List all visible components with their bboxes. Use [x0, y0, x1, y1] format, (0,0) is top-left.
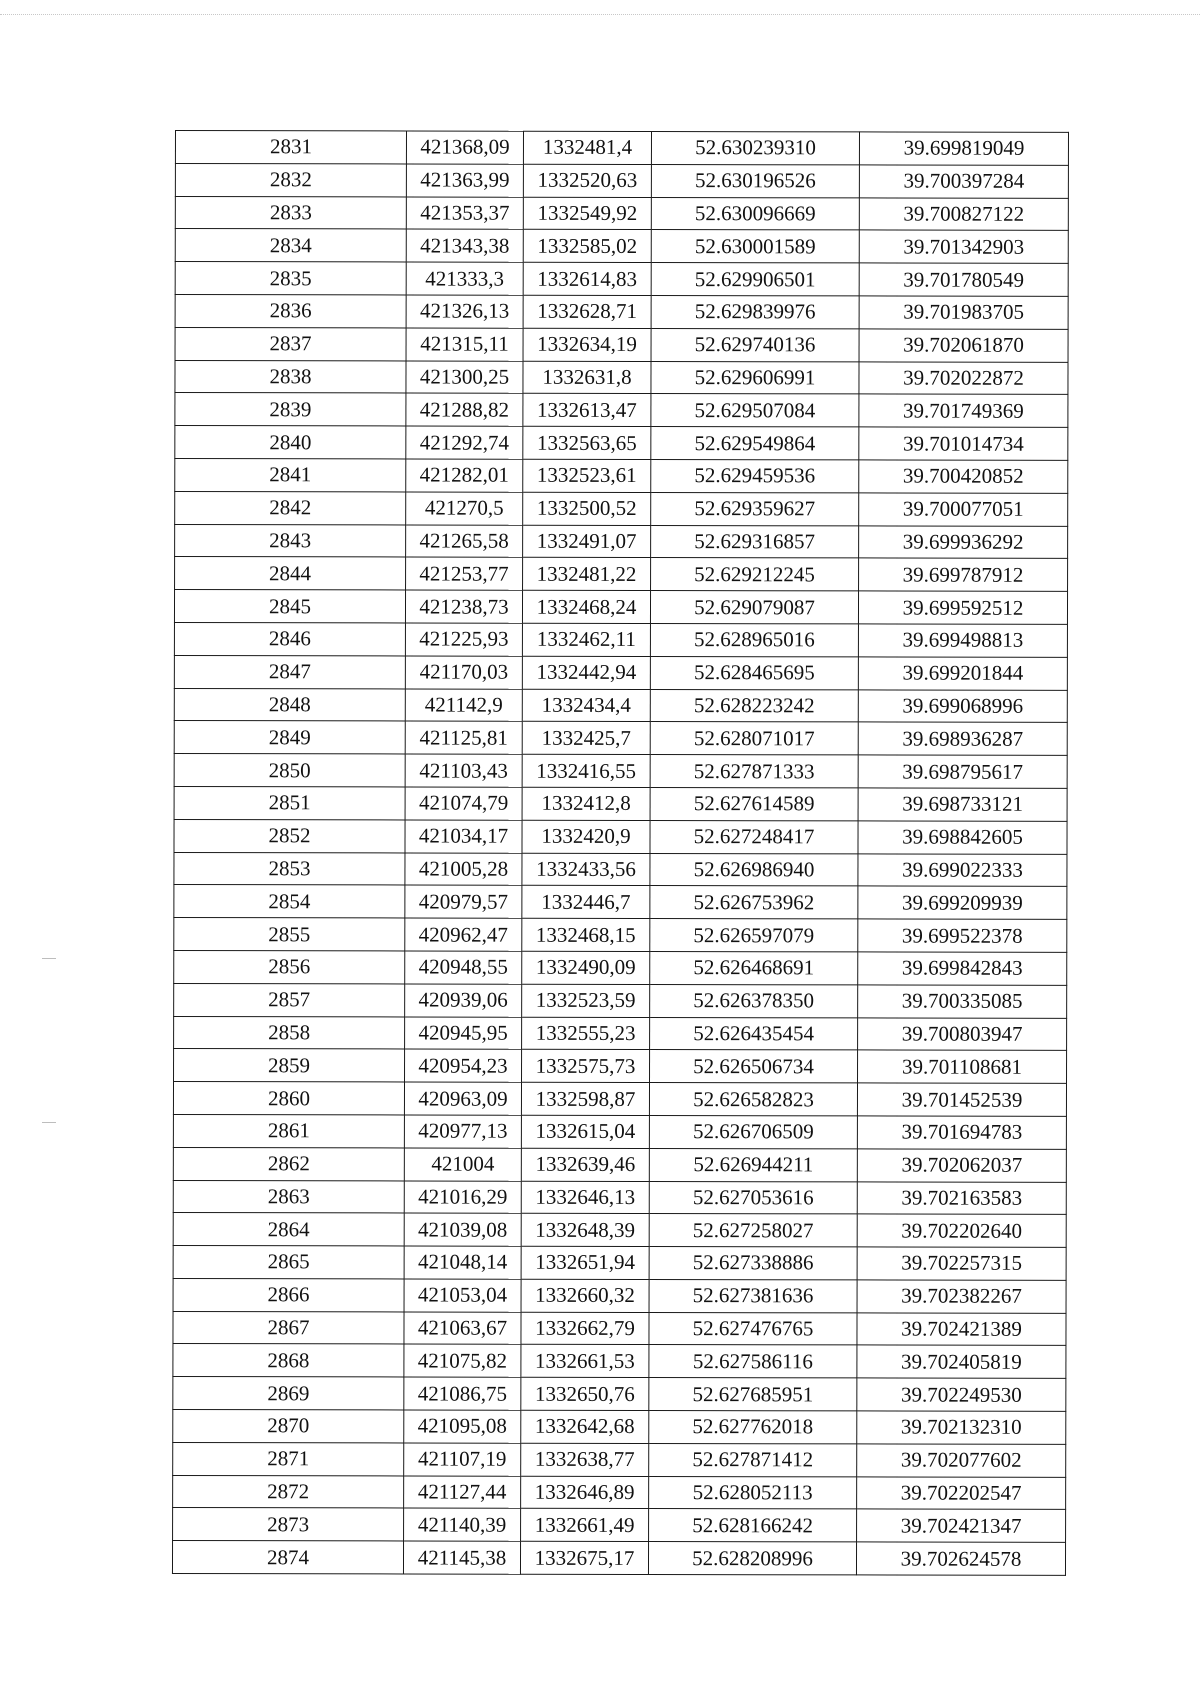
point-number-cell: 2858: [174, 1016, 405, 1049]
longitude-cell: 39.702062037: [857, 1149, 1066, 1182]
latitude-cell: 52.630096669: [651, 197, 859, 230]
latitude-cell: 52.626435454: [650, 1017, 858, 1050]
longitude-cell: 39.699936292: [859, 525, 1068, 558]
table-row: [174, 590, 1067, 625]
longitude-cell: 39.700077051: [859, 493, 1068, 526]
latitude-cell: 52.629839976: [651, 295, 859, 328]
point-number-cell: 2870: [173, 1410, 404, 1443]
table-row: [174, 786, 1067, 821]
latitude-cell: 52.629079087: [650, 591, 858, 624]
table-row: [173, 1344, 1066, 1379]
y-coordinate-cell: 1332500,52: [523, 492, 651, 525]
table-row: [174, 754, 1067, 789]
point-number-cell: 2851: [174, 786, 405, 819]
latitude-cell: 52.628052113: [649, 1476, 857, 1509]
latitude-cell: 52.630239310: [651, 131, 859, 164]
x-coordinate-cell: 420979,57: [405, 885, 522, 918]
y-coordinate-cell: 1332639,46: [521, 1148, 649, 1181]
table-row: [173, 1278, 1066, 1313]
point-number-cell: 2859: [174, 1049, 405, 1082]
latitude-cell: 52.626506734: [650, 1050, 858, 1083]
longitude-cell: 39.702061870: [859, 329, 1068, 362]
table-row: [173, 1475, 1066, 1510]
longitude-cell: 39.699819049: [859, 132, 1068, 165]
longitude-cell: 39.702249530: [857, 1378, 1066, 1411]
table-row: [175, 458, 1068, 493]
y-coordinate-cell: 1332648,39: [521, 1214, 649, 1247]
table-row: [173, 1442, 1066, 1477]
point-number-cell: 2843: [175, 524, 406, 557]
y-coordinate-cell: 1332614,83: [523, 262, 651, 295]
table-row: [174, 622, 1067, 657]
y-coordinate-cell: 1332490,09: [522, 951, 650, 984]
latitude-cell: 52.627258027: [649, 1214, 857, 1247]
x-coordinate-cell: 420945,95: [405, 1016, 522, 1049]
table-row: [175, 131, 1068, 166]
y-coordinate-cell: 1332523,61: [523, 459, 651, 492]
x-coordinate-cell: 421074,79: [405, 787, 522, 820]
point-number-cell: 2846: [174, 622, 405, 655]
table-row: [173, 1410, 1066, 1445]
y-coordinate-cell: 1332638,77: [521, 1443, 649, 1476]
longitude-cell: 39.700420852: [859, 460, 1068, 493]
table-row: [173, 1508, 1066, 1543]
y-coordinate-cell: 1332613,47: [523, 394, 651, 427]
latitude-cell: 52.630196526: [651, 164, 859, 197]
longitude-cell: 39.698795617: [858, 755, 1067, 788]
x-coordinate-cell: 421238,73: [405, 590, 522, 623]
point-number-cell: 2861: [173, 1114, 404, 1147]
longitude-cell: 39.701452539: [857, 1083, 1066, 1116]
table-row: [175, 163, 1068, 198]
x-coordinate-cell: 420939,06: [405, 984, 522, 1017]
point-number-cell: 2872: [173, 1475, 404, 1508]
point-number-cell: 2852: [174, 819, 405, 852]
x-coordinate-cell: 420962,47: [405, 918, 522, 951]
point-number-cell: 2848: [174, 688, 405, 721]
table-row: [173, 1147, 1066, 1182]
table-row: [173, 1180, 1066, 1215]
y-coordinate-cell: 1332442,94: [522, 656, 650, 689]
latitude-cell: 52.629549864: [651, 427, 859, 460]
y-coordinate-cell: 1332628,71: [523, 295, 651, 328]
x-coordinate-cell: 421288,82: [406, 393, 523, 426]
table-row: [175, 196, 1068, 231]
x-coordinate-cell: 421016,29: [404, 1180, 521, 1213]
point-number-cell: 2849: [174, 721, 405, 754]
longitude-cell: 39.702202640: [857, 1214, 1066, 1247]
point-number-cell: 2865: [173, 1246, 404, 1279]
y-coordinate-cell: 1332412,8: [522, 787, 650, 820]
y-coordinate-cell: 1332520,63: [523, 164, 651, 197]
y-coordinate-cell: 1332650,76: [521, 1378, 649, 1411]
point-number-cell: 2832: [175, 163, 406, 196]
latitude-cell: 52.626468691: [650, 951, 858, 984]
latitude-cell: 52.628208996: [648, 1542, 856, 1575]
x-coordinate-cell: 421170,03: [405, 656, 522, 689]
y-coordinate-cell: 1332646,89: [521, 1476, 649, 1509]
longitude-cell: 39.702624578: [856, 1542, 1065, 1575]
longitude-cell: 39.699498813: [858, 624, 1067, 657]
y-coordinate-cell: 1332481,22: [523, 558, 651, 591]
y-coordinate-cell: 1332420,9: [522, 820, 650, 853]
x-coordinate-cell: 420977,13: [404, 1115, 521, 1148]
latitude-cell: 52.629606991: [651, 361, 859, 394]
point-number-cell: 2835: [175, 262, 406, 295]
y-coordinate-cell: 1332661,49: [521, 1509, 649, 1542]
table-row: [173, 1114, 1066, 1149]
coordinate-table-body: [172, 131, 1068, 1576]
point-number-cell: 2831: [175, 131, 406, 164]
table-row: [174, 1049, 1067, 1084]
x-coordinate-cell: 421368,09: [406, 131, 523, 164]
latitude-cell: 52.627762018: [649, 1411, 857, 1444]
latitude-cell: 52.627614589: [650, 787, 858, 820]
table-row: [175, 327, 1068, 362]
scan-top-edge: [0, 14, 1200, 15]
point-number-cell: 2845: [174, 590, 405, 623]
x-coordinate-cell: 421039,08: [404, 1213, 521, 1246]
longitude-cell: 39.700335085: [858, 985, 1067, 1018]
y-coordinate-cell: 1332491,07: [523, 525, 651, 558]
latitude-cell: 52.627871412: [649, 1443, 857, 1476]
point-number-cell: 2853: [174, 852, 405, 885]
table-row: [174, 655, 1067, 690]
x-coordinate-cell: 421107,19: [404, 1443, 521, 1476]
x-coordinate-cell: 421343,38: [406, 229, 523, 262]
point-number-cell: 2850: [174, 754, 405, 787]
point-number-cell: 2840: [175, 426, 406, 459]
y-coordinate-cell: 1332634,19: [523, 328, 651, 361]
point-number-cell: 2868: [173, 1344, 404, 1377]
x-coordinate-cell: 421140,39: [404, 1508, 521, 1541]
point-number-cell: 2844: [175, 557, 406, 590]
longitude-cell: 39.702421389: [857, 1313, 1066, 1346]
point-number-cell: 2841: [175, 458, 406, 491]
x-coordinate-cell: 421282,01: [406, 459, 523, 492]
longitude-cell: 39.701014734: [859, 427, 1068, 460]
table-row: [174, 885, 1067, 920]
table-row: [173, 1311, 1066, 1346]
x-coordinate-cell: 421326,13: [406, 295, 523, 328]
table-row: [173, 1213, 1066, 1248]
latitude-cell: 52.626753962: [650, 886, 858, 919]
x-coordinate-cell: 421127,44: [404, 1476, 521, 1509]
y-coordinate-cell: 1332661,53: [521, 1345, 649, 1378]
longitude-cell: 39.702077602: [857, 1444, 1066, 1477]
y-coordinate-cell: 1332446,7: [522, 886, 650, 919]
latitude-cell: 52.628071017: [650, 722, 858, 755]
table-row: [175, 426, 1068, 461]
y-coordinate-cell: 1332563,65: [523, 426, 651, 459]
y-coordinate-cell: 1332598,87: [521, 1082, 649, 1115]
latitude-cell: 52.627586116: [649, 1345, 857, 1378]
x-coordinate-cell: 421103,43: [405, 754, 522, 787]
table-row: [175, 262, 1068, 297]
x-coordinate-cell: 421225,93: [405, 623, 522, 656]
latitude-cell: 52.630001589: [651, 230, 859, 263]
point-number-cell: 2863: [173, 1180, 404, 1213]
latitude-cell: 52.629212245: [651, 558, 859, 591]
y-coordinate-cell: 1332462,11: [522, 623, 650, 656]
table-row: [174, 950, 1067, 985]
x-coordinate-cell: 421300,25: [406, 361, 523, 394]
point-number-cell: 2836: [175, 294, 406, 327]
table-row: [174, 721, 1067, 756]
longitude-cell: 39.702382267: [857, 1280, 1066, 1313]
table-row: [175, 360, 1068, 395]
longitude-cell: 39.702421347: [857, 1509, 1066, 1542]
point-number-cell: 2855: [174, 918, 405, 951]
longitude-cell: 39.699022333: [858, 853, 1067, 886]
table-row: [175, 393, 1068, 428]
longitude-cell: 39.699068996: [858, 689, 1067, 722]
latitude-cell: 52.626582823: [649, 1083, 857, 1116]
longitude-cell: 39.701108681: [858, 1050, 1067, 1083]
table-row: [174, 1016, 1067, 1051]
longitude-cell: 39.702163583: [857, 1181, 1066, 1214]
point-number-cell: 2839: [175, 393, 406, 426]
longitude-cell: 39.699201844: [858, 657, 1067, 690]
latitude-cell: 52.629316857: [651, 525, 859, 558]
longitude-cell: 39.700827122: [859, 198, 1068, 231]
margin-mark: [42, 1122, 56, 1123]
x-coordinate-cell: 421270,5: [406, 492, 523, 525]
x-coordinate-cell: 421333,3: [406, 262, 523, 295]
longitude-cell: 39.702132310: [857, 1411, 1066, 1444]
table-row: [174, 852, 1067, 887]
y-coordinate-cell: 1332660,32: [521, 1279, 649, 1312]
x-coordinate-cell: 421086,75: [404, 1377, 521, 1410]
point-number-cell: 2871: [173, 1442, 404, 1475]
point-number-cell: 2834: [175, 229, 406, 262]
longitude-cell: 39.700397284: [859, 165, 1068, 198]
point-number-cell: 2866: [173, 1278, 404, 1311]
table-row: [174, 918, 1067, 953]
latitude-cell: 52.628465695: [650, 656, 858, 689]
y-coordinate-cell: 1332585,02: [523, 230, 651, 263]
table-row: [175, 229, 1068, 264]
y-coordinate-cell: 1332468,24: [522, 590, 650, 623]
longitude-cell: 39.699787912: [859, 558, 1068, 591]
x-coordinate-cell: 421004: [404, 1148, 521, 1181]
y-coordinate-cell: 1332555,23: [522, 1017, 650, 1050]
table-row: [173, 1377, 1066, 1412]
y-coordinate-cell: 1332523,59: [522, 984, 650, 1017]
latitude-cell: 52.626944211: [649, 1148, 857, 1181]
longitude-cell: 39.699842843: [858, 952, 1067, 985]
y-coordinate-cell: 1332416,55: [522, 754, 650, 787]
x-coordinate-cell: 421005,28: [405, 853, 522, 886]
y-coordinate-cell: 1332615,04: [521, 1115, 649, 1148]
longitude-cell: 39.702257315: [857, 1247, 1066, 1280]
table-row: [175, 524, 1068, 559]
y-coordinate-cell: 1332662,79: [521, 1312, 649, 1345]
x-coordinate-cell: 420948,55: [405, 951, 522, 984]
latitude-cell: 52.627871333: [650, 755, 858, 788]
longitude-cell: 39.702202547: [857, 1477, 1066, 1510]
longitude-cell: 39.698936287: [858, 722, 1067, 755]
y-coordinate-cell: 1332642,68: [521, 1410, 649, 1443]
table-row: [174, 819, 1067, 854]
longitude-cell: 39.701983705: [859, 296, 1068, 329]
y-coordinate-cell: 1332575,73: [522, 1050, 650, 1083]
point-number-cell: 2874: [172, 1541, 403, 1574]
latitude-cell: 52.628965016: [650, 623, 858, 656]
y-coordinate-cell: 1332468,15: [522, 918, 650, 951]
longitude-cell: 39.700803947: [858, 1017, 1067, 1050]
x-coordinate-cell: 421145,38: [403, 1541, 520, 1574]
x-coordinate-cell: 421075,82: [404, 1344, 521, 1377]
x-coordinate-cell: 421363,99: [406, 164, 523, 197]
x-coordinate-cell: 421315,11: [406, 328, 523, 361]
latitude-cell: 52.627381636: [649, 1279, 857, 1312]
point-number-cell: 2842: [175, 491, 406, 524]
point-number-cell: 2862: [173, 1147, 404, 1180]
table-row: [175, 294, 1068, 329]
longitude-cell: 39.701749369: [859, 394, 1068, 427]
longitude-cell: 39.701780549: [859, 263, 1068, 296]
table-row: [174, 983, 1067, 1018]
longitude-cell: 39.698842605: [858, 821, 1067, 854]
table-row: [175, 557, 1068, 592]
longitude-cell: 39.701694783: [857, 1116, 1066, 1149]
x-coordinate-cell: 421265,58: [406, 525, 523, 558]
point-number-cell: 2838: [175, 360, 406, 393]
latitude-cell: 52.626378350: [650, 984, 858, 1017]
y-coordinate-cell: 1332675,17: [520, 1541, 648, 1574]
margin-mark: [42, 958, 56, 959]
point-number-cell: 2847: [174, 655, 405, 688]
longitude-cell: 39.702022872: [859, 362, 1068, 395]
x-coordinate-cell: 421142,9: [405, 689, 522, 722]
point-number-cell: 2857: [174, 983, 405, 1016]
x-coordinate-cell: 421292,74: [406, 426, 523, 459]
point-number-cell: 2856: [174, 950, 405, 983]
point-number-cell: 2869: [173, 1377, 404, 1410]
latitude-cell: 52.629359627: [651, 492, 859, 525]
latitude-cell: 52.626986940: [650, 853, 858, 886]
y-coordinate-cell: 1332631,8: [523, 361, 651, 394]
point-number-cell: 2833: [175, 196, 406, 229]
latitude-cell: 52.626706509: [649, 1115, 857, 1148]
x-coordinate-cell: 421063,67: [404, 1312, 521, 1345]
x-coordinate-cell: 420954,23: [405, 1049, 522, 1082]
point-number-cell: 2864: [173, 1213, 404, 1246]
x-coordinate-cell: 421034,17: [405, 820, 522, 853]
longitude-cell: 39.701342903: [859, 230, 1068, 263]
y-coordinate-cell: 1332646,13: [521, 1181, 649, 1214]
table-row: [173, 1082, 1066, 1117]
point-number-cell: 2860: [173, 1082, 404, 1115]
longitude-cell: 39.699592512: [858, 591, 1067, 624]
x-coordinate-cell: 421048,14: [404, 1246, 521, 1279]
latitude-cell: 52.627338886: [649, 1247, 857, 1280]
x-coordinate-cell: 421125,81: [405, 721, 522, 754]
latitude-cell: 52.628166242: [649, 1509, 857, 1542]
x-coordinate-cell: 421053,04: [404, 1279, 521, 1312]
y-coordinate-cell: 1332651,94: [521, 1246, 649, 1279]
latitude-cell: 52.627685951: [649, 1378, 857, 1411]
point-number-cell: 2854: [174, 885, 405, 918]
y-coordinate-cell: 1332425,7: [522, 722, 650, 755]
table-row: [175, 491, 1068, 526]
latitude-cell: 52.629906501: [651, 263, 859, 296]
latitude-cell: 52.627248417: [650, 820, 858, 853]
longitude-cell: 39.699522378: [858, 919, 1067, 952]
y-coordinate-cell: 1332434,4: [522, 689, 650, 722]
table-row: [174, 688, 1067, 723]
y-coordinate-cell: 1332549,92: [523, 197, 651, 230]
latitude-cell: 52.629507084: [651, 394, 859, 427]
latitude-cell: 52.627053616: [649, 1181, 857, 1214]
point-number-cell: 2867: [173, 1311, 404, 1344]
y-coordinate-cell: 1332433,56: [522, 853, 650, 886]
latitude-cell: 52.626597079: [650, 919, 858, 952]
x-coordinate-cell: 421353,37: [406, 197, 523, 230]
longitude-cell: 39.699209939: [858, 886, 1067, 919]
coordinate-table: [172, 130, 1069, 1576]
latitude-cell: 52.629459536: [651, 459, 859, 492]
x-coordinate-cell: 421095,08: [404, 1410, 521, 1443]
x-coordinate-cell: 421253,77: [406, 557, 523, 590]
y-coordinate-cell: 1332481,4: [523, 131, 651, 164]
point-number-cell: 2837: [175, 327, 406, 360]
table-row: [172, 1541, 1065, 1576]
x-coordinate-cell: 420963,09: [404, 1082, 521, 1115]
point-number-cell: 2873: [173, 1508, 404, 1541]
table-row: [173, 1246, 1066, 1281]
longitude-cell: 39.698733121: [858, 788, 1067, 821]
longitude-cell: 39.702405819: [857, 1345, 1066, 1378]
latitude-cell: 52.629740136: [651, 328, 859, 361]
latitude-cell: 52.628223242: [650, 689, 858, 722]
latitude-cell: 52.627476765: [649, 1312, 857, 1345]
